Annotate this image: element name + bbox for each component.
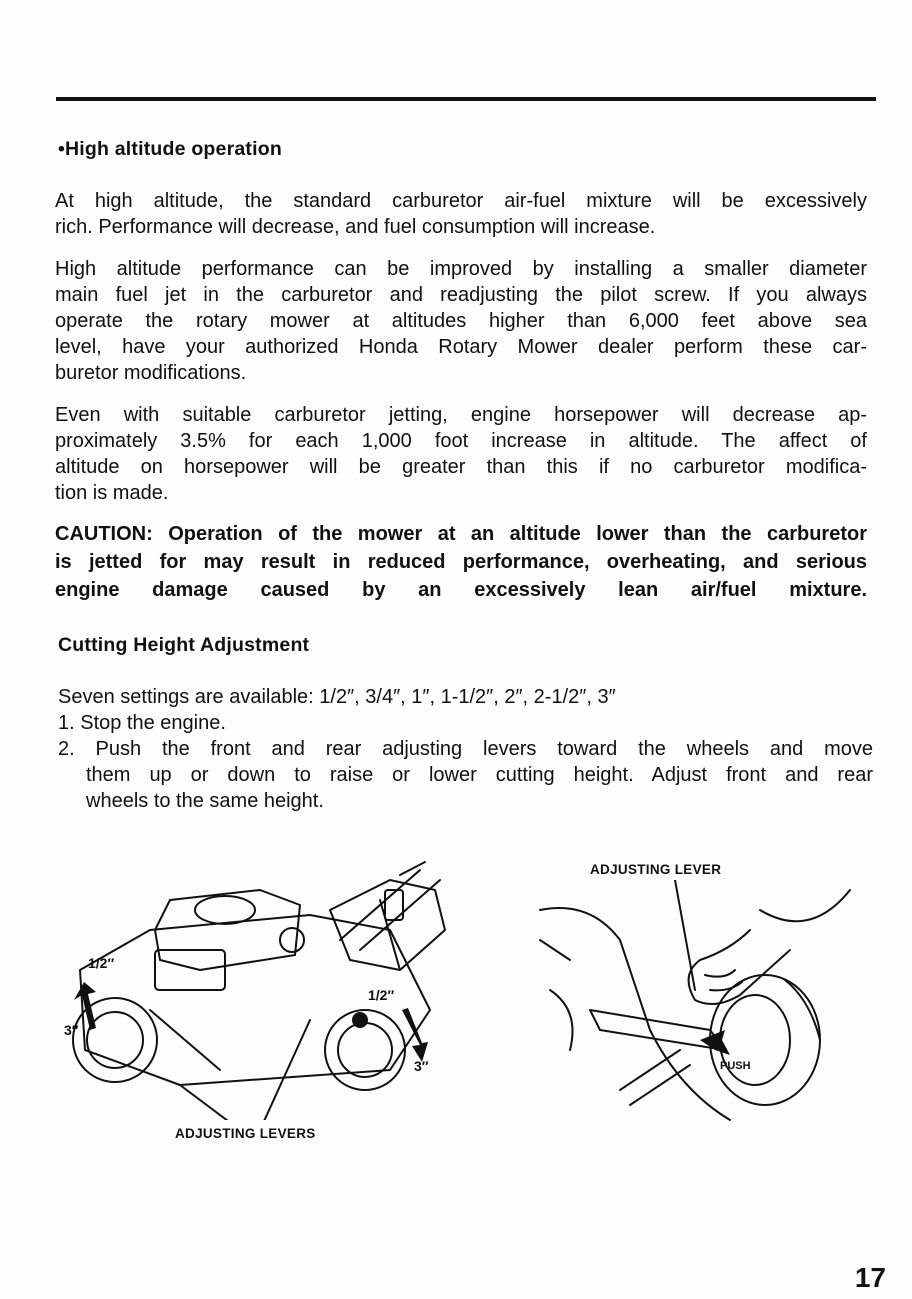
text-line: main fuel jet in the carburetor and readjusting the pilot screw. If you always xyxy=(55,284,867,306)
text-line: buretor modifications. xyxy=(55,362,247,384)
page-number: 17 xyxy=(854,1262,886,1293)
paragraph-high-altitude-intro xyxy=(55,188,867,240)
step-2-line: them up or down to raise or lower cutting height. Adjust front and rear xyxy=(86,764,873,786)
text-line: High altitude performance can be improved by installing a smaller diameter xyxy=(55,258,867,280)
text-line: level, have your authorized Honda Rotary Mower dealer perform these car- xyxy=(55,336,867,358)
mower-illustration xyxy=(60,860,480,1120)
step-1: 1. Stop the engine. xyxy=(58,712,226,734)
figure-label-adjusting-levers: ADJUSTING LEVERS xyxy=(175,1126,316,1141)
step-2-line: 2. Push the front and rear adjusting levers toward the wheels and move xyxy=(58,738,873,760)
top-rule xyxy=(56,97,876,101)
callout-front-bottom: 3″ xyxy=(64,1022,79,1038)
settings-line: Seven settings are available: 1/2″, 3/4″, 1″, 1-1/2″, 2″, 2-1/2″, 3″ xyxy=(58,686,616,708)
callout-rear-bottom: 3″ xyxy=(414,1058,429,1074)
text-line: operate the rotary mower at altitudes higher than 6,000 feet above sea xyxy=(55,310,867,332)
text-line: Even with suitable carburetor jetting, engine horsepower will decrease ap- xyxy=(55,404,867,426)
caution-notice xyxy=(55,520,867,604)
paragraph-horsepower xyxy=(55,402,867,506)
section-heading-cutting-height: Cutting Height Adjustment xyxy=(58,634,310,656)
figure-label-adjusting-lever: ADJUSTING LEVER xyxy=(590,862,722,877)
text-line: At high altitude, the standard carburetor air-fuel mixture will be excessively xyxy=(55,190,867,212)
callout-front-top: 1/2″ xyxy=(88,955,115,971)
step-2-line: wheels to the same height. xyxy=(86,790,324,812)
callout-rear-top: 1/2″ xyxy=(368,987,395,1003)
text-line: engine damage caused by an excessively lean air/fuel mixture. xyxy=(55,579,867,601)
text-line: rich. Performance will decrease, and fuel consumption will increase. xyxy=(55,216,656,238)
text-line: CAUTION: Operation of the mower at an altitude lower than the carburetor xyxy=(55,523,867,545)
section-heading-high-altitude: •High altitude operation xyxy=(58,138,282,160)
text-line: is jetted for may result in reduced performance, overheating, and serious xyxy=(55,551,867,573)
text-line: altitude on horsepower will be greater than this if no carburetor modifica- xyxy=(55,456,867,478)
text-line: proximately 3.5% for each 1,000 foot increase in altitude. The affect of xyxy=(55,430,867,452)
push-label: PUSH xyxy=(720,1060,751,1072)
text-line: tion is made. xyxy=(55,482,169,504)
lever-closeup-illustration xyxy=(530,880,870,1150)
paragraph-performance xyxy=(55,256,867,386)
cutting-height-instructions xyxy=(58,684,873,814)
